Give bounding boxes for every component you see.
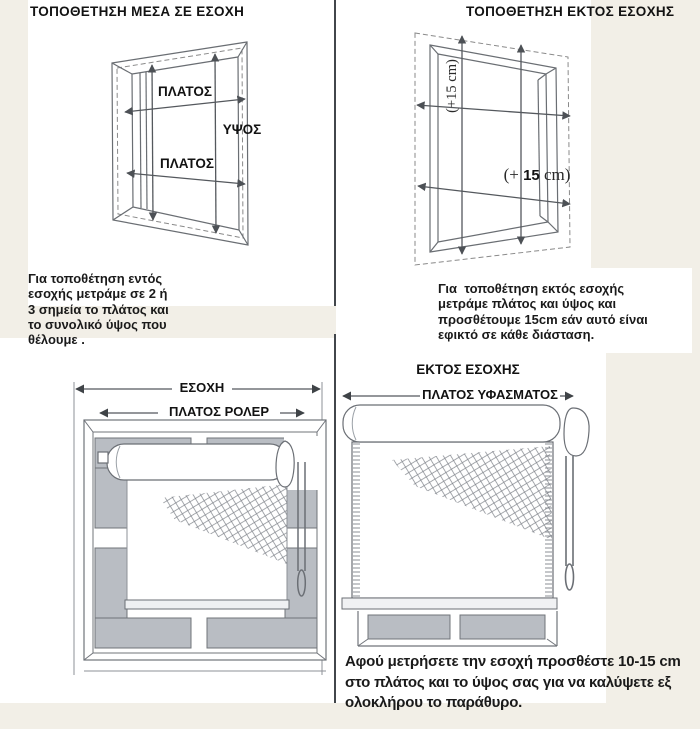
paragraph-line: θέλουμε . — [28, 332, 85, 348]
roller-tube — [107, 444, 287, 480]
title-outside-recess: ΤΟΠΟΘΕΤΗΣΗ ΕΚΤΟΣ ΕΣΟΧΗΣ — [466, 4, 675, 19]
outside-recess-title: ΕΚΤΟΣ ΕΣΟΧΗΣ — [416, 362, 520, 377]
fabric-width-label: ΠΛΑΤΟΣ ΥΦΑΣΜΑΤΟΣ — [422, 387, 558, 402]
paragraph-line: το συνολικό ύψος που — [28, 316, 167, 332]
paragraph-line: στο πλάτος και το ύψος σας για να καλύψετε εξ — [345, 673, 671, 691]
width-arrow-bottom — [127, 173, 245, 184]
height-label: ΥΨΟΣ — [222, 122, 262, 137]
fabric-edge-left — [353, 443, 360, 597]
paragraph-line: Για τοποθέτηση εντός — [28, 271, 163, 286]
recess-label: ΕΣΟΧΗ — [179, 380, 225, 395]
control-end-cap — [564, 408, 589, 456]
paragraph-outside-recess — [438, 281, 648, 342]
height-arrow-left — [152, 65, 153, 220]
paragraph-add-margin — [345, 652, 681, 714]
width-add-label — [504, 165, 571, 184]
title-inside-recess: ΤΟΠΟΘΕΤΗΣΗ ΜΕΣΑ ΣΕ ΕΣΟΧΗ — [30, 4, 245, 19]
width-add-prefix: (+ — [503, 165, 524, 184]
blind-bottom-bar — [342, 598, 557, 609]
diagram-inside-recess-window — [60, 28, 330, 278]
paragraph-line: ολοκλήρου το παράθυρο. — [345, 694, 523, 711]
window-inner-opening — [132, 57, 239, 230]
roller-tube — [343, 405, 560, 442]
width-label-top: ΠΛΑΤΟΣ — [158, 84, 212, 99]
paragraph-line: εφικτό σε κάθε διάσταση. — [438, 326, 595, 342]
paragraph-line: Για τοποθέτηση εκτός εσοχής — [438, 281, 625, 296]
window-below — [358, 611, 557, 646]
diagram-roller-inside-recess — [60, 372, 340, 694]
diagram-roller-outside-recess — [340, 358, 670, 658]
chain — [566, 456, 574, 590]
width-arrow-top — [125, 99, 245, 112]
window-dashed-outline — [117, 48, 243, 238]
height-add-label: (+15 cm) — [444, 59, 460, 113]
blind-bottom-bar — [125, 600, 289, 609]
roller-width-label: ΠΛΑΤΟΣ ΡΟΛΕΡ — [168, 404, 270, 419]
left-bracket — [98, 452, 108, 463]
height-arrow-right — [215, 54, 216, 233]
control-end-cap — [276, 441, 294, 487]
vertical-divider-top — [334, 0, 336, 306]
paragraph-line: προσθέτουμε 15cm εάν αυτό είναι — [438, 311, 648, 327]
width-label-bottom: ΠΛΑΤΟΣ — [160, 156, 214, 171]
paragraph-line: μετράμε πλάτος και ύψος και — [438, 296, 617, 312]
paragraph-line: 3 σημεία το πλάτος και — [28, 301, 169, 317]
width-add-value: 15 — [523, 167, 540, 184]
diagram-outside-recess-window — [400, 28, 680, 278]
paragraph-line: Αφού μετρήσετε την εσοχή προσθέστε 10-15 cm — [345, 653, 681, 670]
width-add-suffix: cm) — [539, 165, 571, 184]
paragraph-inside-recess — [28, 271, 169, 347]
paragraph-line: εσοχής μετράμε σε 2 ή — [28, 286, 168, 302]
